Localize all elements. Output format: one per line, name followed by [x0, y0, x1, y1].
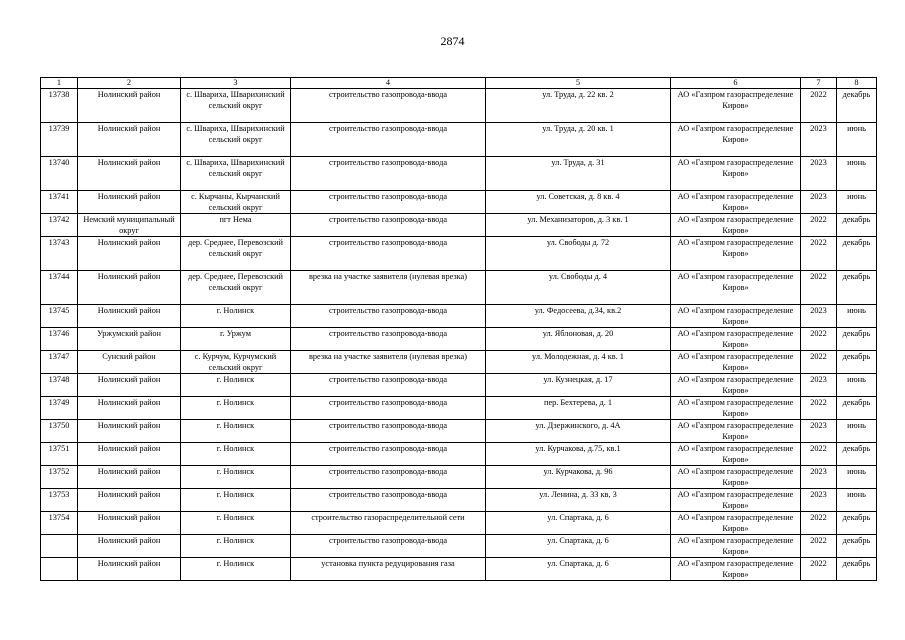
- address-cell: ул. Федосеева, д.34, кв.2: [486, 305, 671, 328]
- year-cell: 2023: [801, 157, 837, 191]
- district-cell: Нолинский район: [78, 305, 181, 328]
- settlement-cell: г. Уржум: [181, 328, 291, 351]
- address-cell: ул. Свободы д. 4: [486, 271, 671, 305]
- address-cell: пер. Бехтерева, д. 1: [486, 397, 671, 420]
- record-number-cell: 13745: [41, 305, 78, 328]
- record-number-cell: 13746: [41, 328, 78, 351]
- settlement-cell: дер. Среднее, Перевозский сельский округ: [181, 237, 291, 271]
- record-number-cell: 13738: [41, 89, 78, 123]
- settlement-cell: г. Нолинск: [181, 512, 291, 535]
- district-cell: Уржумский район: [78, 328, 181, 351]
- address-cell: ул. Свободы д. 72: [486, 237, 671, 271]
- month-cell: декабрь: [837, 328, 877, 351]
- address-cell: ул. Курчакова, д.75, кв.1: [486, 443, 671, 466]
- record-number-cell: 13742: [41, 214, 78, 237]
- table-row: [41, 420, 877, 443]
- table-row: [41, 328, 877, 351]
- table-row: [41, 351, 877, 374]
- district-cell: Нолинский район: [78, 123, 181, 157]
- work-type-cell: строительство газораспределительной сети: [291, 512, 486, 535]
- settlement-cell: г. Нолинск: [181, 558, 291, 581]
- address-cell: ул. Курчакова, д. 96: [486, 466, 671, 489]
- column-header: 4: [291, 78, 486, 89]
- address-cell: ул. Механизаторов, д. 3 кв. 1: [486, 214, 671, 237]
- month-cell: декабрь: [837, 271, 877, 305]
- address-cell: ул. Спартака, д. 6: [486, 558, 671, 581]
- month-cell: декабрь: [837, 237, 877, 271]
- address-cell: ул. Молодежная, д. 4 кв. 1: [486, 351, 671, 374]
- settlement-cell: г. Нолинск: [181, 420, 291, 443]
- settlement-cell: дер. Среднее, Перевозский сельский округ: [181, 271, 291, 305]
- address-cell: ул. Яблоновая, д. 20: [486, 328, 671, 351]
- district-cell: Нолинский район: [78, 271, 181, 305]
- contractor-cell: АО «Газпром газораспределение Киров»: [671, 489, 801, 512]
- record-number-cell: 13748: [41, 374, 78, 397]
- work-type-cell: установка пункта редуцирования газа: [291, 558, 486, 581]
- settlement-cell: г. Нолинск: [181, 535, 291, 558]
- work-type-cell: строительство газопровода-ввода: [291, 489, 486, 512]
- record-number-cell: 13743: [41, 237, 78, 271]
- contractor-cell: АО «Газпром газораспределение Киров»: [671, 512, 801, 535]
- address-cell: ул. Спартака, д. 6: [486, 535, 671, 558]
- year-cell: 2022: [801, 558, 837, 581]
- registry-body: [41, 89, 877, 581]
- work-type-cell: строительство газопровода-ввода: [291, 374, 486, 397]
- work-type-cell: строительство газопровода-ввода: [291, 305, 486, 328]
- contractor-cell: АО «Газпром газораспределение Киров»: [671, 191, 801, 214]
- district-cell: Нолинский район: [78, 374, 181, 397]
- year-cell: 2022: [801, 214, 837, 237]
- settlement-cell: с. Шварихa, Шварихинский сельский округ: [181, 89, 291, 123]
- table-row: [41, 374, 877, 397]
- month-cell: июнь: [837, 157, 877, 191]
- district-cell: Нолинский район: [78, 489, 181, 512]
- year-cell: 2023: [801, 420, 837, 443]
- year-cell: 2022: [801, 328, 837, 351]
- record-number-cell: [41, 558, 78, 581]
- table-row: [41, 535, 877, 558]
- record-number-cell: 13740: [41, 157, 78, 191]
- settlement-cell: г. Нолинск: [181, 305, 291, 328]
- settlement-cell: с. Кырчаны, Кырчанский сельский округ: [181, 191, 291, 214]
- table-row: [41, 89, 877, 123]
- year-cell: 2022: [801, 397, 837, 420]
- district-cell: Нолинский район: [78, 397, 181, 420]
- settlement-cell: с. Курчум, Курчумский сельский округ: [181, 351, 291, 374]
- work-type-cell: строительство газопровода-ввода: [291, 420, 486, 443]
- table-row: [41, 558, 877, 581]
- contractor-cell: АО «Газпром газораспределение Киров»: [671, 89, 801, 123]
- month-cell: июнь: [837, 466, 877, 489]
- settlement-cell: г. Нолинск: [181, 397, 291, 420]
- district-cell: Нолинский район: [78, 558, 181, 581]
- record-number-cell: 13750: [41, 420, 78, 443]
- registry-table: [40, 77, 877, 581]
- year-cell: 2023: [801, 466, 837, 489]
- column-number-row: [41, 78, 877, 89]
- column-header: 6: [671, 78, 801, 89]
- record-number-cell: 13739: [41, 123, 78, 157]
- work-type-cell: строительство газопровода-ввода: [291, 191, 486, 214]
- district-cell: Немский муниципальный округ: [78, 214, 181, 237]
- address-cell: ул. Кузнецкая, д. 17: [486, 374, 671, 397]
- year-cell: 2022: [801, 89, 837, 123]
- work-type-cell: строительство газопровода-ввода: [291, 89, 486, 123]
- contractor-cell: АО «Газпром газораспределение Киров»: [671, 271, 801, 305]
- settlement-cell: с. Шварихa, Шварихинский сельский округ: [181, 123, 291, 157]
- address-cell: ул. Советская, д. 8 кв. 4: [486, 191, 671, 214]
- year-cell: 2023: [801, 123, 837, 157]
- contractor-cell: АО «Газпром газораспределение Киров»: [671, 466, 801, 489]
- table-row: [41, 271, 877, 305]
- contractor-cell: АО «Газпром газораспределение Киров»: [671, 214, 801, 237]
- record-number-cell: 13751: [41, 443, 78, 466]
- table-row: [41, 305, 877, 328]
- table-row: [41, 466, 877, 489]
- table-row: [41, 191, 877, 214]
- contractor-cell: АО «Газпром газораспределение Киров»: [671, 374, 801, 397]
- work-type-cell: строительство газопровода-ввода: [291, 237, 486, 271]
- month-cell: июнь: [837, 420, 877, 443]
- work-type-cell: строительство газопровода-ввода: [291, 397, 486, 420]
- work-type-cell: врезка на участке заявителя (нулевая врезка): [291, 271, 486, 305]
- table-row: [41, 214, 877, 237]
- month-cell: декабрь: [837, 89, 877, 123]
- district-cell: Нолинский район: [78, 157, 181, 191]
- year-cell: 2022: [801, 351, 837, 374]
- district-cell: Нолинский район: [78, 443, 181, 466]
- year-cell: 2023: [801, 489, 837, 512]
- record-number-cell: 13741: [41, 191, 78, 214]
- settlement-cell: г. Нолинск: [181, 489, 291, 512]
- settlement-cell: г. Нолинск: [181, 466, 291, 489]
- district-cell: Нолинский район: [78, 237, 181, 271]
- contractor-cell: АО «Газпром газораспределение Киров»: [671, 328, 801, 351]
- year-cell: 2022: [801, 535, 837, 558]
- record-number-cell: 13749: [41, 397, 78, 420]
- page-number: 2874: [440, 34, 465, 48]
- year-cell: 2022: [801, 237, 837, 271]
- table-row: [41, 157, 877, 191]
- year-cell: 2023: [801, 305, 837, 328]
- contractor-cell: АО «Газпром газораспределение Киров»: [671, 237, 801, 271]
- district-cell: Нолинский район: [78, 466, 181, 489]
- record-number-cell: 13753: [41, 489, 78, 512]
- settlement-cell: г. Нолинск: [181, 374, 291, 397]
- address-cell: ул. Дзержинского, д. 4А: [486, 420, 671, 443]
- month-cell: июнь: [837, 374, 877, 397]
- contractor-cell: АО «Газпром газораспределение Киров»: [671, 558, 801, 581]
- address-cell: ул. Ленина, д. 33 кв, 3: [486, 489, 671, 512]
- work-type-cell: строительство газопровода-ввода: [291, 123, 486, 157]
- table-row: [41, 512, 877, 535]
- contractor-cell: АО «Газпром газораспределение Киров»: [671, 397, 801, 420]
- settlement-cell: с. Шварихa, Шварихинский сельский округ: [181, 157, 291, 191]
- contractor-cell: АО «Газпром газораспределение Киров»: [671, 123, 801, 157]
- column-header: 1: [41, 78, 78, 89]
- record-number-cell: 13752: [41, 466, 78, 489]
- contractor-cell: АО «Газпром газораспределение Киров»: [671, 305, 801, 328]
- month-cell: июнь: [837, 123, 877, 157]
- district-cell: Нолинский район: [78, 535, 181, 558]
- month-cell: июнь: [837, 191, 877, 214]
- month-cell: июнь: [837, 489, 877, 512]
- column-header: 2: [78, 78, 181, 89]
- work-type-cell: врезка на участке заявителя (нулевая врезка): [291, 351, 486, 374]
- month-cell: декабрь: [837, 443, 877, 466]
- work-type-cell: строительство газопровода-ввода: [291, 214, 486, 237]
- record-number-cell: 13747: [41, 351, 78, 374]
- work-type-cell: строительство газопровода-ввода: [291, 535, 486, 558]
- month-cell: декабрь: [837, 214, 877, 237]
- month-cell: декабрь: [837, 397, 877, 420]
- column-header: 5: [486, 78, 671, 89]
- settlement-cell: пгт Нема: [181, 214, 291, 237]
- table-row: [41, 397, 877, 420]
- district-cell: Нолинский район: [78, 191, 181, 214]
- month-cell: декабрь: [837, 535, 877, 558]
- settlement-cell: г. Нолинск: [181, 443, 291, 466]
- column-header: 7: [801, 78, 837, 89]
- month-cell: декабрь: [837, 512, 877, 535]
- address-cell: ул. Спартака, д. 6: [486, 512, 671, 535]
- work-type-cell: строительство газопровода-ввода: [291, 466, 486, 489]
- district-cell: Нолинский район: [78, 89, 181, 123]
- year-cell: 2023: [801, 191, 837, 214]
- contractor-cell: АО «Газпром газораспределение Киров»: [671, 157, 801, 191]
- district-cell: Нолинский район: [78, 420, 181, 443]
- month-cell: июнь: [837, 305, 877, 328]
- work-type-cell: строительство газопровода-ввода: [291, 328, 486, 351]
- year-cell: 2022: [801, 512, 837, 535]
- month-cell: декабрь: [837, 351, 877, 374]
- table-row: [41, 489, 877, 512]
- year-cell: 2023: [801, 374, 837, 397]
- address-cell: ул. Труда, д. 20 кв. 1: [486, 123, 671, 157]
- contractor-cell: АО «Газпром газораспределение Киров»: [671, 535, 801, 558]
- column-header: 3: [181, 78, 291, 89]
- record-number-cell: 13754: [41, 512, 78, 535]
- district-cell: Сунский район: [78, 351, 181, 374]
- contractor-cell: АО «Газпром газораспределение Киров»: [671, 351, 801, 374]
- column-header: 8: [837, 78, 877, 89]
- record-number-cell: 13744: [41, 271, 78, 305]
- table-row: [41, 443, 877, 466]
- work-type-cell: строительство газопровода-ввода: [291, 443, 486, 466]
- year-cell: 2022: [801, 271, 837, 305]
- contractor-cell: АО «Газпром газораспределение Киров»: [671, 420, 801, 443]
- table-row: [41, 123, 877, 157]
- table-row: [41, 237, 877, 271]
- address-cell: ул. Труда, д. 22 кв. 2: [486, 89, 671, 123]
- contractor-cell: АО «Газпром газораспределение Киров»: [671, 443, 801, 466]
- work-type-cell: строительство газопровода-ввода: [291, 157, 486, 191]
- record-number-cell: [41, 535, 78, 558]
- district-cell: Нолинский район: [78, 512, 181, 535]
- month-cell: декабрь: [837, 558, 877, 581]
- year-cell: 2022: [801, 443, 837, 466]
- address-cell: ул. Труда, д. 31: [486, 157, 671, 191]
